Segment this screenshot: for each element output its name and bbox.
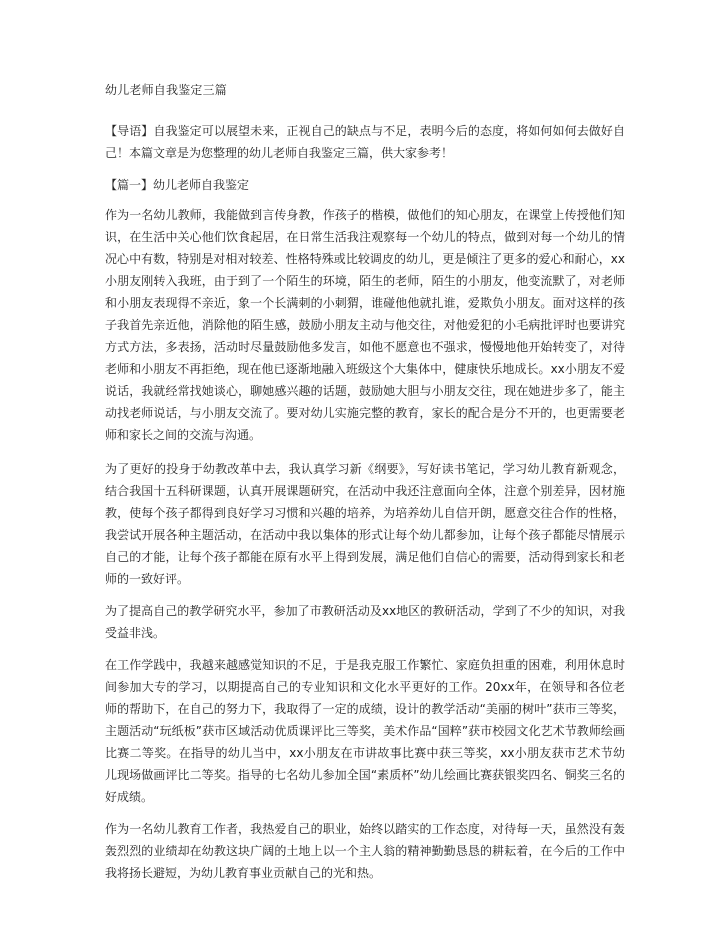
document-title: 幼儿老师自我鉴定三篇 [105,83,228,97]
body-paragraph-5: 作为一名幼儿教育工作者，我热爱自己的职业，始终以踏实的工作态度，对待每一天，虽然没有轰轰烈烈的业绩却在幼教这块广阔的土地上以一个主人翁的精神勤勤恳恳的耕耘着，在今后的工作中我将扬长避短，为幼儿教育事业贡献自己的光和热。 [105,822,625,880]
document-page [105,82,625,894]
body-paragraph-4: 在工作学践中，我越来越感觉知识的不足，于是我克服工作繁忙、家庭负担重的困难，利用休息时间参加大专的学习，以期提高自己的专业知识和文化水平更好的工作。20xx年，在领导和各位老师的帮助下，在自己的努力下，我取得了一定的成绩，设计的教学活动“美丽的树叶”获市三等奖，主题活动“玩纸板”获市区域活动优质课评比三等奖，美术作品“国粹”获市校园文化艺术节教师绘画比赛二等奖。在指导的幼儿当中，xx小朋友在市讲故事比赛中获三等奖，xx小朋友获市艺术节幼儿现场做画评比二等奖。指导的七名幼儿参加全国“素质杯”幼儿绘画比赛获银奖四名、铜奖三名的好成绩。 [105,658,625,804]
body-paragraph-1: 作为一名幼儿教师，我能做到言传身教，作孩子的楷模，做他们的知心朋友，在课堂上传授他们知识，在生活中关心他们饮食起居，在日常生活我注观察每一个幼儿的特点，做到对每一个幼儿的情况心中有数，特别是对相对较差、性格特殊或比较调皮的幼儿，更是倾注了更多的爱心和耐心，xx小朋友刚转入我班，由于到了一个陌生的环境，陌生的老师，陌生的小朋友，他变流默了，对老师和小朋友表现得不亲近，象一个长满刺的小刺猬，谁碰他他就扎谁，爱欺负小朋友。面对这样的孩子我首先亲近他，消除他的陌生感，鼓励小朋友主动与他交往，对他爱犯的小毛病批评时也要讲究方式方法，多表扬，活动时尽量鼓励他多发言，如他不愿意也不强求，慢慢地他开始转变了，对待老师和小朋友不再拒绝，现在他已逐渐地融入班级这个大集体中，健康快乐地成长。xx小朋友不爱说话，我就经常找她谈心，聊她感兴趣的话题，鼓励她大胆与小朋友交往，现在她进步多了，能主动找老师说话，与小朋友交流了。要对幼儿实施完整的教育，家长的配合是分不开的，也更需要老师和家长之间的交流与沟通。 [105,208,625,442]
body-paragraph-2: 为了更好的投身于幼教改革中去，我认真学习新《纲要》，写好读书笔记，学习幼儿教育新观念，结合我国十五科研课题，认真开展课题研究，在活动中我还注意面向全体，注意个别差异，因材施教，使每个孩子都得到良好学习习惯和兴趣的培养，为培养幼儿自信开朗，愿意交往合作的性格，我尝试开展各种主题活动，在活动中我以集体的形式让每个幼儿都参加，让每个孩子都能尽情展示自己的才能，让每个孩子都能在原有水平上得到发展，满足他们自信心的需要，活动得到家长和老师的一致好评。 [105,462,625,586]
intro-paragraph: 【导语】自我鉴定可以展望未来，正视自己的缺点与不足，表明今后的态度，将如何如何去做好自己！本篇文章是为您整理的幼儿老师自我鉴定三篇，供大家参考！ [105,124,625,160]
body-paragraph-3: 为了提高自己的教学研究水平，参加了市教研活动及xx地区的教研活动，学到了不少的知识，对我受益非浅。 [105,604,625,640]
section-heading: 【篇一】幼儿老师自我鉴定 [105,178,250,192]
